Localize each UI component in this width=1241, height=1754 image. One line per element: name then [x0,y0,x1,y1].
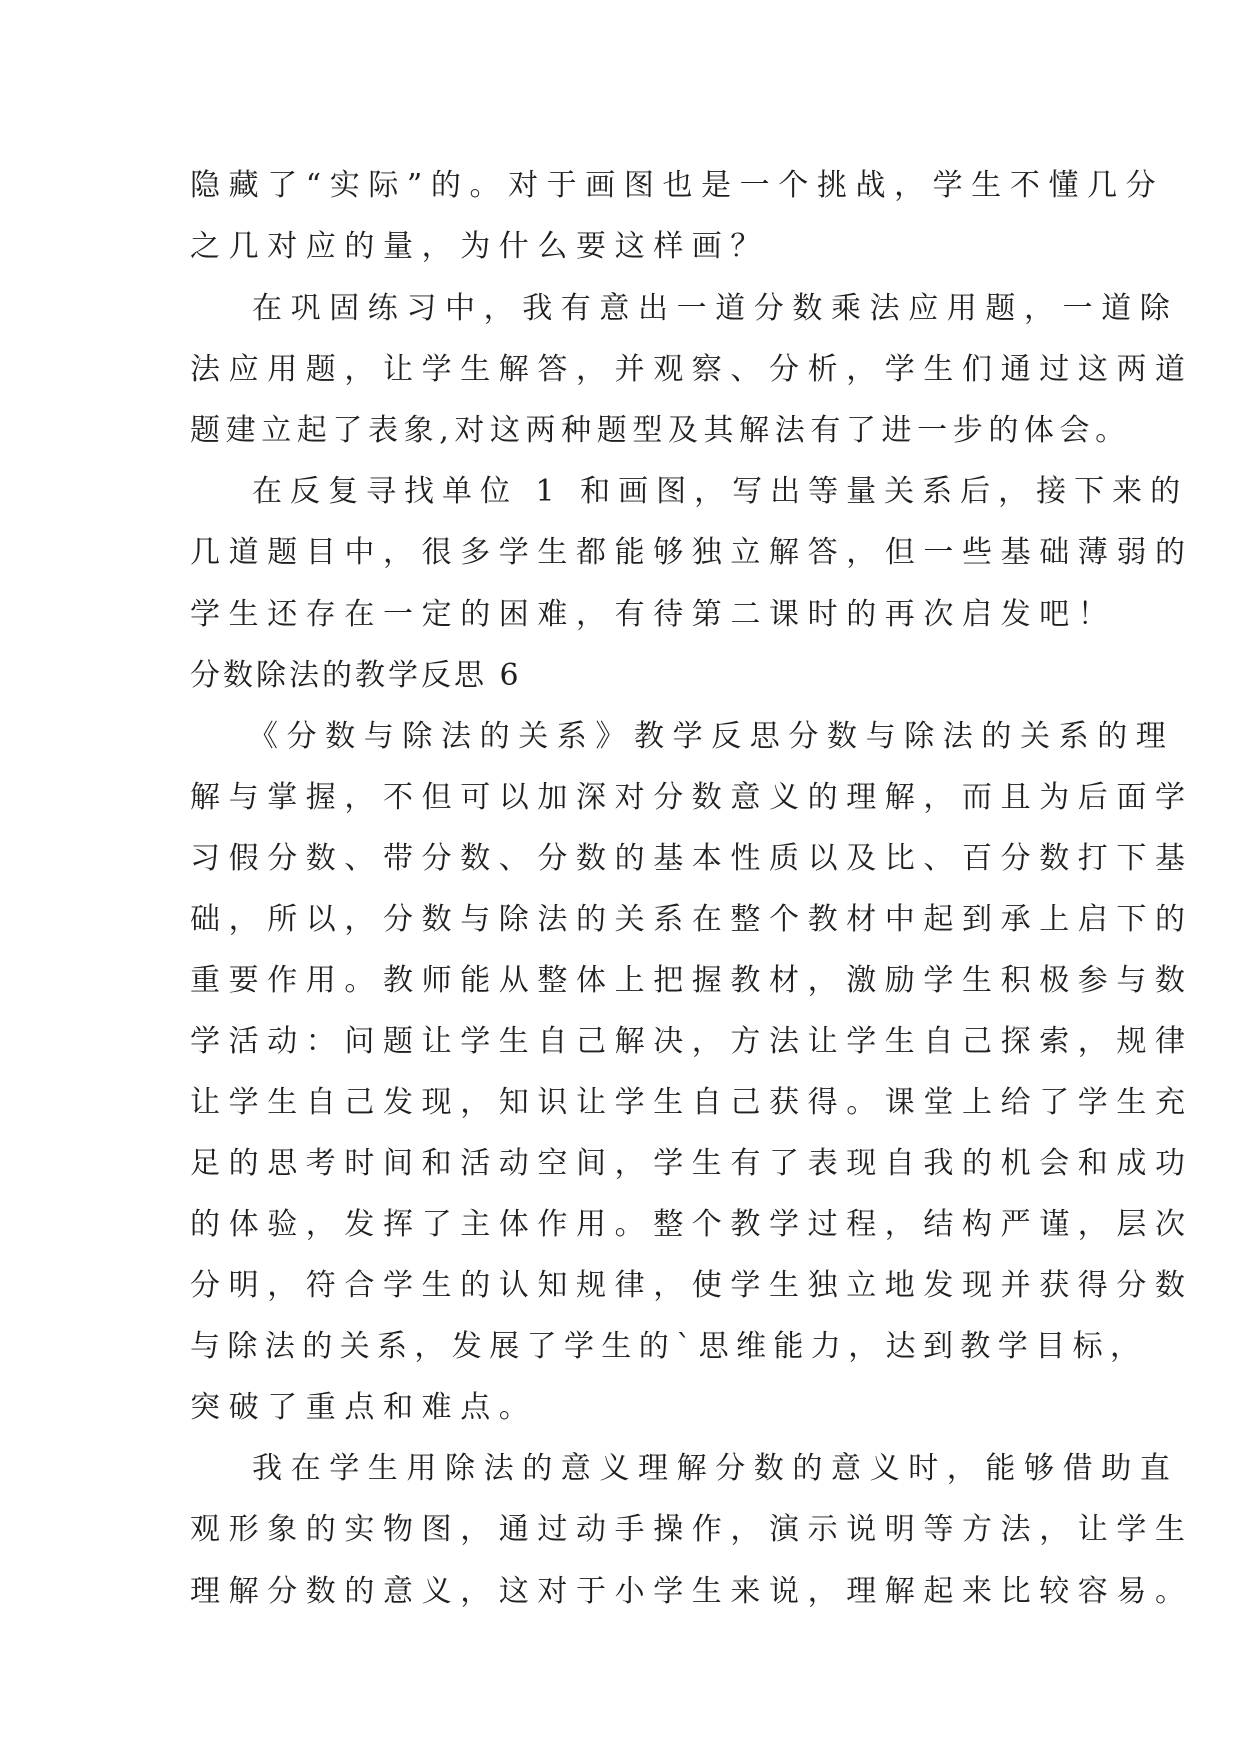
text-line: 题建立起了表象,对这两种题型及其解法有了进一步的体会。 [190,413,1131,448]
paragraph-first-line: 在反复寻找单位 1 和画图，写出等量关系后，接下来的 [252,474,1189,509]
text-line: 与除法的关系，发展了学生的`思维能力，达到教学目标， [190,1329,1148,1364]
text-line: 的体验，发挥了主体作用。整个教学过程，结构严谨，层次 [190,1207,1194,1242]
paragraph-first-line: 我在学生用除法的意义理解分数的意义时，能够借助直 [252,1451,1179,1486]
text-line: 突破了重点和难点。 [190,1390,538,1425]
text-line: 重要作用。教师能从整体上把握教材，激励学生积极参与数 [190,963,1194,998]
text-line: 理解分数的意义，这对于小学生来说，理解起来比较容易。 [190,1574,1194,1609]
text-line: 分明，符合学生的认知规律，使学生独立地发现并获得分数 [190,1268,1194,1303]
paragraph-first-line: 《分数与除法的关系》教学反思分数与除法的关系的理 [248,719,1175,754]
text-line: 足的思考时间和活动空间，学生有了表现自我的机会和成功 [190,1146,1194,1181]
text-line: 学活动：问题让学生自己解决，方法让学生自己探索，规律 [190,1024,1194,1059]
text-line: 之几对应的量，为什么要这样画？ [190,229,769,264]
paragraph-first-line: 在巩固练习中，我有意出一道分数乘法应用题，一道除 [252,291,1179,326]
text-line: 学生还存在一定的困难，有待第二课时的再次启发吧！ [190,597,1117,632]
text-line: 观形象的实物图，通过动手操作，演示说明等方法，让学生 [190,1512,1194,1547]
text-line: 础，所以，分数与除法的关系在整个教材中起到承上启下的 [190,902,1194,937]
text-line: 几道题目中，很多学生都能够独立解答，但一些基础薄弱的 [190,535,1194,570]
text-line: 隐藏了“实际”的。对于画图也是一个挑战，学生不懂几分 [190,168,1165,203]
text-line: 习假分数、带分数、分数的基本性质以及比、百分数打下基 [190,841,1194,876]
text-line: 让学生自己发现，知识让学生自己获得。课堂上给了学生充 [190,1085,1194,1120]
text-line: 法应用题，让学生解答，并观察、分析，学生们通过这两道 [190,352,1194,387]
section-heading: 分数除法的教学反思 6 [190,658,522,693]
text-line: 解与掌握，不但可以加深对分数意义的理解，而且为后面学 [190,780,1194,815]
